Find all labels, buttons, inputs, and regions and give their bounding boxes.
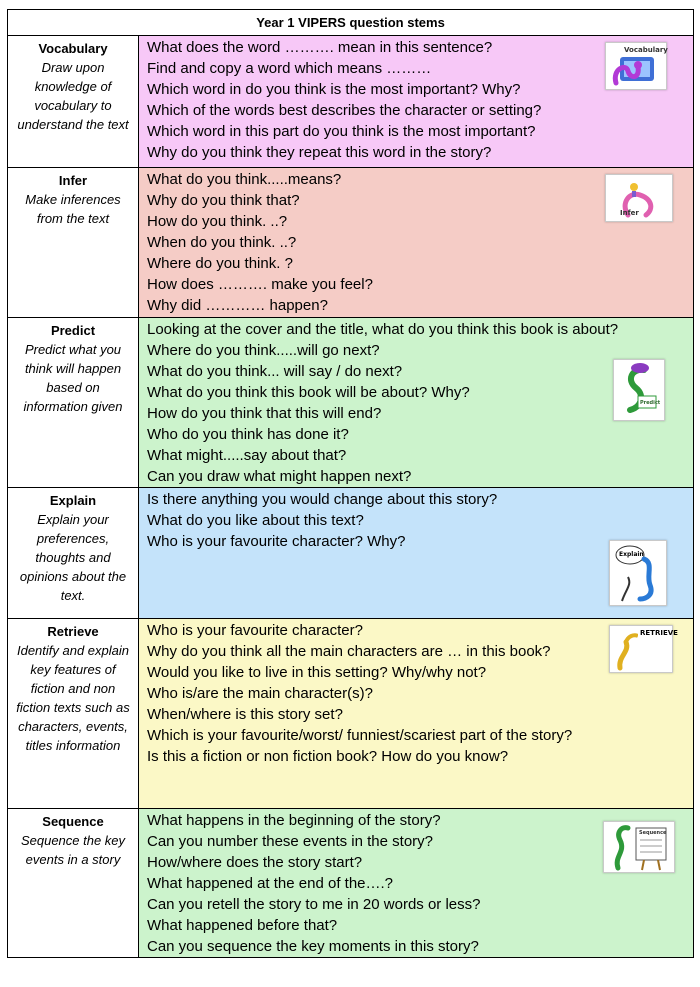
retrieve-snake-icon bbox=[609, 625, 678, 673]
section-questions-sequence bbox=[139, 809, 694, 958]
section-label-infer bbox=[8, 168, 139, 318]
section-title: Retrieve bbox=[47, 624, 99, 639]
section-questions-retrieve bbox=[139, 619, 694, 809]
question-item: Why do you think they repeat this word in the story? bbox=[147, 144, 492, 161]
question-item: What might.....say about that? bbox=[147, 447, 347, 464]
section-title: Sequence bbox=[42, 814, 104, 829]
question-item: What happened at the end of the….? bbox=[147, 875, 394, 892]
question-item: What do you think... will say / do next? bbox=[147, 363, 403, 380]
question-item: Can you draw what might happen next? bbox=[147, 468, 412, 485]
section-row-infer bbox=[8, 168, 694, 318]
question-item: Who do you think has done it? bbox=[147, 426, 349, 443]
question-item: Is this a fiction or non fiction book? How do you know? bbox=[147, 748, 509, 765]
question-item: Which word in this part do you think is the most important? bbox=[147, 123, 536, 140]
predict-snake-icon bbox=[613, 359, 665, 421]
question-item: What happens in the beginning of the story? bbox=[147, 812, 441, 829]
section-title: Explain bbox=[49, 493, 97, 508]
vipers-sheet bbox=[7, 9, 693, 958]
question-item: What do you think this book will be about? Why? bbox=[147, 384, 470, 401]
section-label-vocabulary bbox=[8, 36, 139, 168]
icon-label: RETRIEVE bbox=[640, 629, 678, 637]
section-questions-infer bbox=[139, 168, 694, 318]
question-item: Where do you think. ? bbox=[147, 255, 293, 272]
question-item: How does ………. make you feel? bbox=[147, 276, 373, 293]
vipers-table bbox=[7, 9, 694, 958]
section-row-retrieve bbox=[8, 619, 694, 809]
question-item: How do you think. ..? bbox=[147, 213, 288, 230]
question-item: What happened before that? bbox=[147, 917, 338, 934]
section-label-retrieve bbox=[8, 619, 139, 809]
question-item: Which word in do you think is the most important? Why? bbox=[147, 81, 521, 98]
question-item: When/where is this story set? bbox=[147, 706, 343, 723]
section-description: Make inferences from the text bbox=[25, 192, 121, 226]
section-row-vocabulary bbox=[8, 36, 694, 168]
question-item: What do you like about this text? bbox=[147, 512, 364, 529]
icon-label: Sequence bbox=[639, 830, 667, 836]
question-item: Which is your favourite/worst/ funniest/scariest part of the story? bbox=[147, 727, 573, 744]
question-item: Why did ………… happen? bbox=[147, 297, 328, 314]
question-item: When do you think. ..? bbox=[147, 234, 297, 251]
section-description: Draw upon knowledge of vocabulary to understand the text bbox=[17, 60, 129, 132]
section-label-sequence bbox=[8, 809, 139, 958]
question-item: Is there anything you would change about this story? bbox=[147, 491, 498, 508]
question-item: Looking at the cover and the title, what do you think this book is about? bbox=[147, 321, 619, 338]
question-item: Can you number these events in the story? bbox=[147, 833, 433, 850]
section-questions-vocabulary bbox=[139, 36, 694, 168]
icon-label: Vocabulary bbox=[624, 46, 668, 54]
infer-snake-icon bbox=[605, 174, 673, 222]
question-item: Who is your favourite character? Why? bbox=[147, 533, 406, 550]
question-item: Which of the words best describes the character or setting? bbox=[147, 102, 542, 119]
section-label-explain bbox=[8, 488, 139, 619]
section-description: Explain your preferences, thoughts and opinions about the text. bbox=[19, 512, 127, 603]
explain-snake-icon bbox=[609, 540, 667, 606]
section-questions-predict bbox=[139, 318, 694, 488]
section-description: Identify and explain key features of fiction and non fiction texts such as characters, events, titles information bbox=[16, 643, 130, 753]
section-description: Predict what you think will happen based on information given bbox=[23, 342, 123, 414]
question-item: What does the word ………. mean in this sentence? bbox=[147, 39, 493, 56]
question-item: Why do you think all the main characters are … in this book? bbox=[147, 643, 551, 660]
question-item: Find and copy a word which means ……… bbox=[147, 60, 432, 77]
section-row-predict bbox=[8, 318, 694, 488]
section-row-explain bbox=[8, 488, 694, 619]
section-questions-explain bbox=[139, 488, 694, 619]
section-title: Vocabulary bbox=[38, 41, 108, 56]
section-row-sequence bbox=[8, 809, 694, 958]
icon-label: Predict bbox=[640, 400, 661, 406]
icon-label: Explain bbox=[619, 551, 644, 558]
section-title: Infer bbox=[58, 173, 88, 188]
question-item: Who is your favourite character? bbox=[147, 622, 363, 639]
section-label-predict bbox=[8, 318, 139, 488]
section-description: Sequence the key events in a story bbox=[20, 833, 126, 867]
question-item: Why do you think that? bbox=[147, 192, 300, 209]
icon-label: Infer bbox=[620, 209, 639, 217]
question-item: Can you retell the story to me in 20 words or less? bbox=[147, 896, 481, 913]
question-item: How do you think that this will end? bbox=[147, 405, 382, 422]
sequence-snake-icon bbox=[603, 821, 675, 873]
question-item: Where do you think.....will go next? bbox=[147, 342, 380, 359]
question-item: Can you sequence the key moments in this story? bbox=[147, 938, 479, 955]
question-item: Who is/are the main character(s)? bbox=[147, 685, 373, 702]
question-item: How/where does the story start? bbox=[147, 854, 363, 871]
section-title: Predict bbox=[50, 323, 96, 338]
table-title: Year 1 VIPERS question stems bbox=[8, 10, 694, 36]
question-item: Would you like to live in this setting? Why/why not? bbox=[147, 664, 487, 681]
table-header-row bbox=[8, 10, 694, 36]
question-item: What do you think.....means? bbox=[147, 171, 342, 188]
vocabulary-snake-icon bbox=[605, 42, 667, 90]
